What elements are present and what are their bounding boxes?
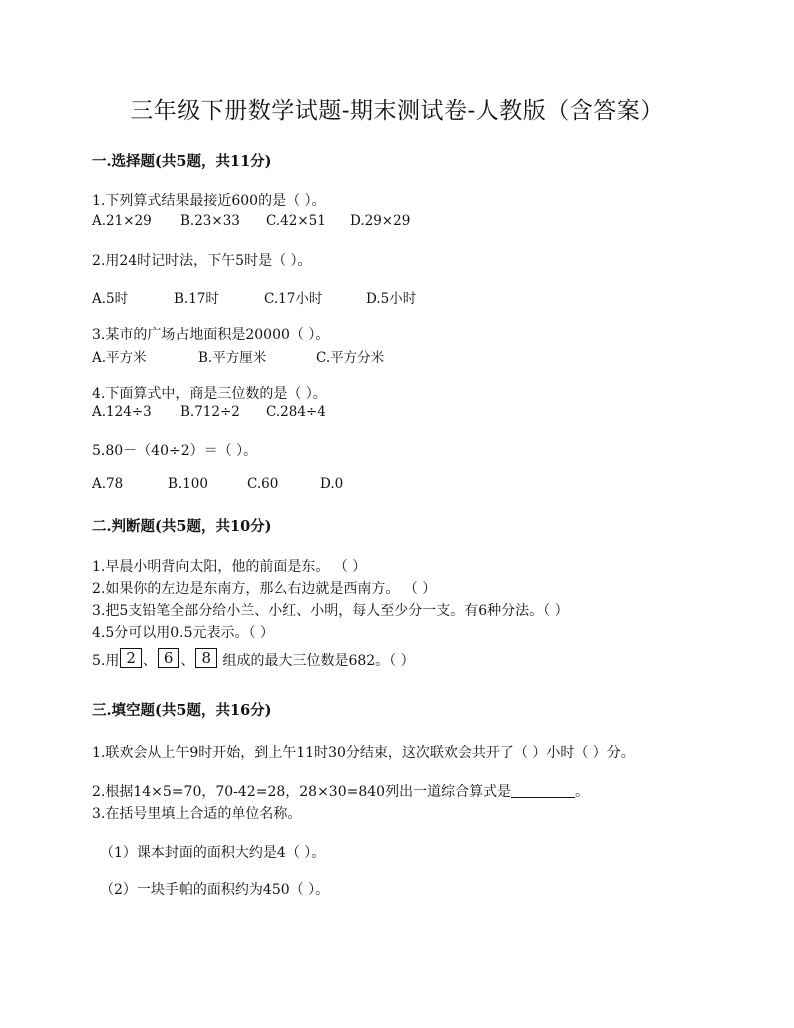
option-1-1-d: D.29×29 [350,213,411,229]
separator: 、 [180,653,195,669]
question-3-2-end: 。 [575,784,590,800]
option-1-4-a: A.124÷3 [92,404,152,420]
page-title: 三年级下册数学试题-期末测试卷-人教版（含答案） [130,98,664,124]
option-1-2-c: C.17小时 [264,291,323,307]
question-2-1: 1.早晨小明背向太阳，他的前面是东。 （ ） [92,559,367,575]
section-heading-judgement: 二.判断题(共5题，共10分) [92,518,272,535]
option-1-3-a: A.平方米 [92,350,147,366]
option-1-3-b: B.平方厘米 [198,350,267,366]
option-1-5-a: A.78 [92,476,124,492]
question-2-2: 2.如果你的左边是东南方，那么右边就是西南方。 （ ） [92,581,437,597]
question-1-3: 3.某市的广场占地面积是20000（ ）。 [92,327,330,343]
question-2-3: 3.把5支铅笔全部分给小兰、小红、小明，每人至少分一支。有6种分法。（ ） [92,603,569,619]
option-1-1-c: C.42×51 [266,213,326,229]
question-3-3-1: （1）课本封面的面积大约是4（ ）。 [100,845,326,861]
question-1-5: 5.80－（40÷2）＝（ ）。 [92,443,258,459]
option-1-1-b: B.23×33 [180,213,240,229]
separator: 、 [142,653,157,669]
question-3-1: 1.联欢会从上午9时开始，到上午11时30分结束，这次联欢会共开了（ ）小时（ ）分。 [92,745,635,761]
option-1-3-c: C.平方分米 [316,350,385,366]
question-3-3: 3.在括号里填上合适的单位名称。 [92,806,302,822]
option-1-4-b: B.712÷2 [180,404,240,420]
answer-blank [511,783,575,798]
question-3-2-text: 2.根据14×5=70，70-42=28，28×30=840列出一道综合算式是 [92,784,512,800]
digit-card-6: 6 [158,648,180,668]
section-heading-choice: 一.选择题(共5题，共11分) [92,153,272,170]
option-1-1-a: A.21×29 [92,213,152,229]
option-1-2-d: D.5小时 [366,291,417,307]
digit-card-2: 2 [120,648,142,668]
question-1-2: 2.用24时记时法，下午5时是（ ）。 [92,253,312,269]
question-2-5-suffix: 组成的最大三位数是682。（ ） [222,653,415,669]
question-3-2 [92,781,589,801]
question-2-4: 4.5分可以用0.5元表示。（ ） [92,625,274,641]
option-1-4-c: C.284÷4 [266,404,326,420]
question-1-4: 4.下面算式中，商是三位数的是（ ）。 [92,386,327,402]
digit-card-8: 8 [195,648,217,668]
option-1-5-d: D.0 [320,476,344,492]
section-heading-fill-in: 三.填空题(共5题，共16分) [92,702,272,719]
option-1-5-b: B.100 [168,476,208,492]
option-1-5-c: C.60 [247,476,279,492]
option-1-2-a: A.5时 [92,291,129,307]
question-2-5-prefix: 5.用 [92,653,120,669]
option-1-2-b: B.17时 [174,291,219,307]
question-1-1: 1.下列算式结果最接近600的是（ ）。 [92,193,326,209]
question-2-5 [92,648,415,670]
question-3-3-2: （2）一块手帕的面积约为450（ ）。 [100,882,330,898]
